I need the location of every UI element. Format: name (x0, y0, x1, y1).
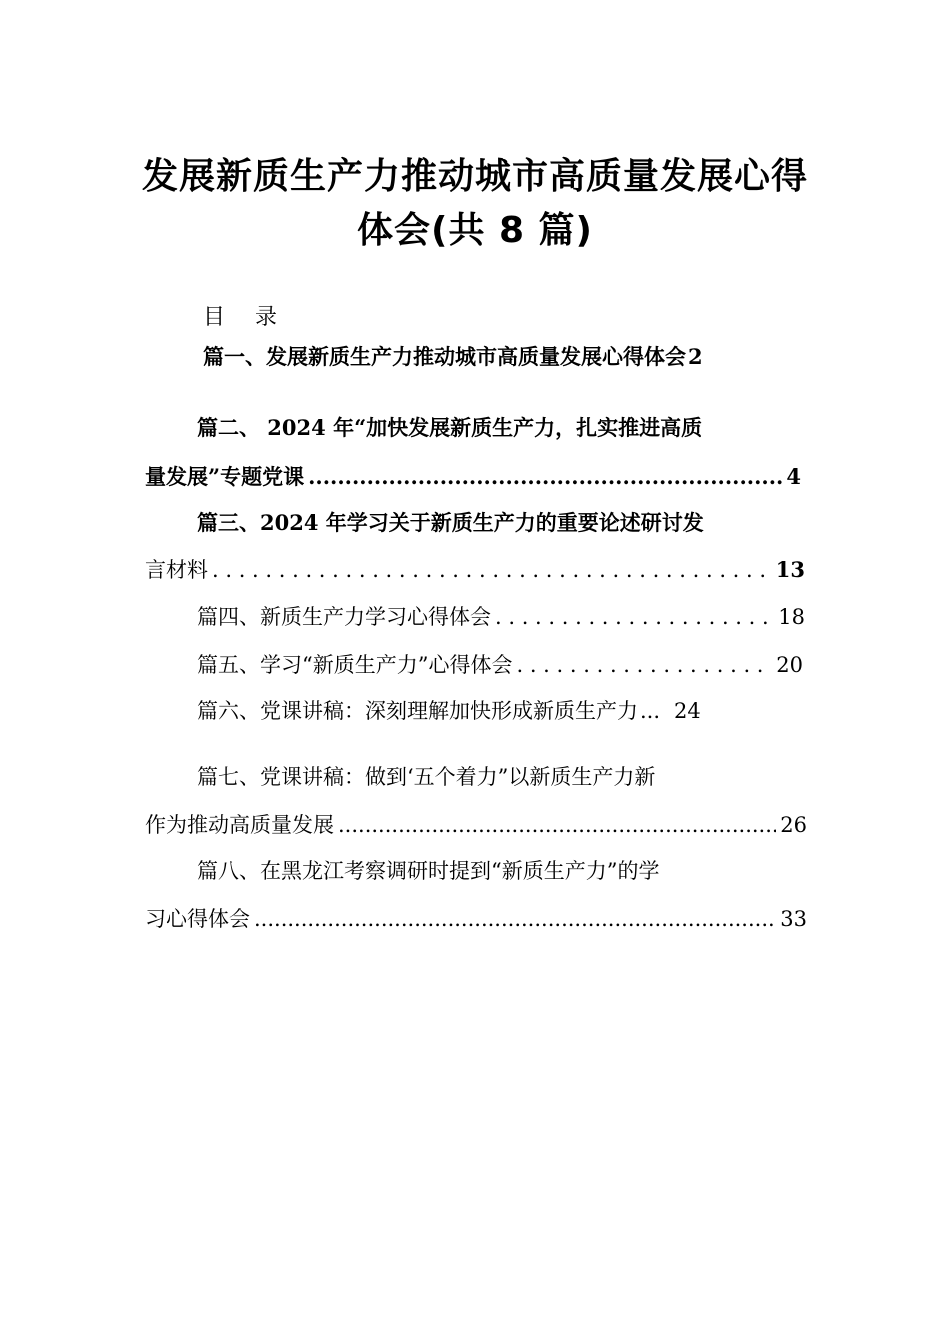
toc-entry-6[interactable] (197, 696, 805, 726)
toc-heading-char-2: 录 (255, 305, 278, 330)
toc-entry-2-leader (308, 462, 782, 492)
document-title-line-2: 体会(共 8 篇) (356, 210, 594, 251)
toc-entry-5-text: 篇五、学习“新质生产力”心得体会 (197, 653, 513, 677)
toc-entry-7-line-2[interactable] (145, 810, 807, 840)
toc-entry-3-text: 言材料 (145, 558, 208, 582)
toc-heading-char-1: 目 (203, 305, 226, 330)
toc-entry-6-page: 24 (674, 699, 701, 723)
toc-entry-7-text: 作为推动高质量发展 (145, 813, 334, 837)
toc-entry-2-line-1[interactable]: 篇二、 2024 年“加快发展新质生产力，扎实推进高质 (197, 415, 703, 440)
toc-heading (203, 300, 277, 331)
toc-entry-4-page: 18 (778, 605, 805, 629)
toc-entry-8-line-1[interactable]: 篇八、在黑龙江考察调研时提到“新质生产力”的学 (197, 859, 660, 883)
toc-entry-2-text: 量发展”专题党课 (145, 464, 305, 489)
toc-entry-4[interactable] (197, 602, 805, 632)
toc-entry-7-page: 26 (780, 813, 807, 837)
toc-entry-8-leader (254, 904, 776, 934)
toc-entry-8-page: 33 (780, 907, 807, 931)
toc-entry-6-text: 篇六、党课讲稿：深刻理解加快形成新质生产力 (197, 699, 638, 723)
toc-entry-4-text: 篇四、新质生产力学习心得体会 (197, 605, 491, 629)
toc-entry-7-line-1[interactable]: 篇七、党课讲稿：做到‘五个着力”以新质生产力新 (197, 765, 656, 789)
toc-entry-8-line-2[interactable] (145, 904, 807, 934)
toc-entry-7-leader (338, 810, 776, 840)
toc-entry-2-line-2[interactable] (145, 462, 801, 492)
toc-entry-5[interactable] (197, 650, 803, 680)
toc-entry-4-leader (495, 602, 774, 632)
toc-entry-1-text: 篇一、发展新质生产力推动城市高质量发展心得体会 (203, 344, 686, 369)
toc-entry-3-line-2[interactable] (145, 555, 805, 585)
toc-entry-3-page: 13 (775, 557, 805, 582)
toc-entry-5-leader (516, 650, 772, 680)
document-title-line-1: 发展新质生产力推动城市高质量发展心得 (141, 156, 808, 197)
toc-entry-8-text: 习心得体会 (145, 907, 250, 931)
toc-entry-6-leader: ... (640, 699, 661, 723)
toc-entry-1[interactable] (203, 342, 803, 372)
toc-entry-5-page: 20 (776, 653, 803, 677)
toc-entry-3-leader (212, 555, 772, 585)
toc-entry-2-page: 4 (786, 464, 801, 489)
toc-entry-1-page: 2 (688, 344, 703, 369)
toc-entry-3-line-1[interactable]: 篇三、2024 年学习关于新质生产力的重要论述研讨发 (197, 510, 704, 535)
